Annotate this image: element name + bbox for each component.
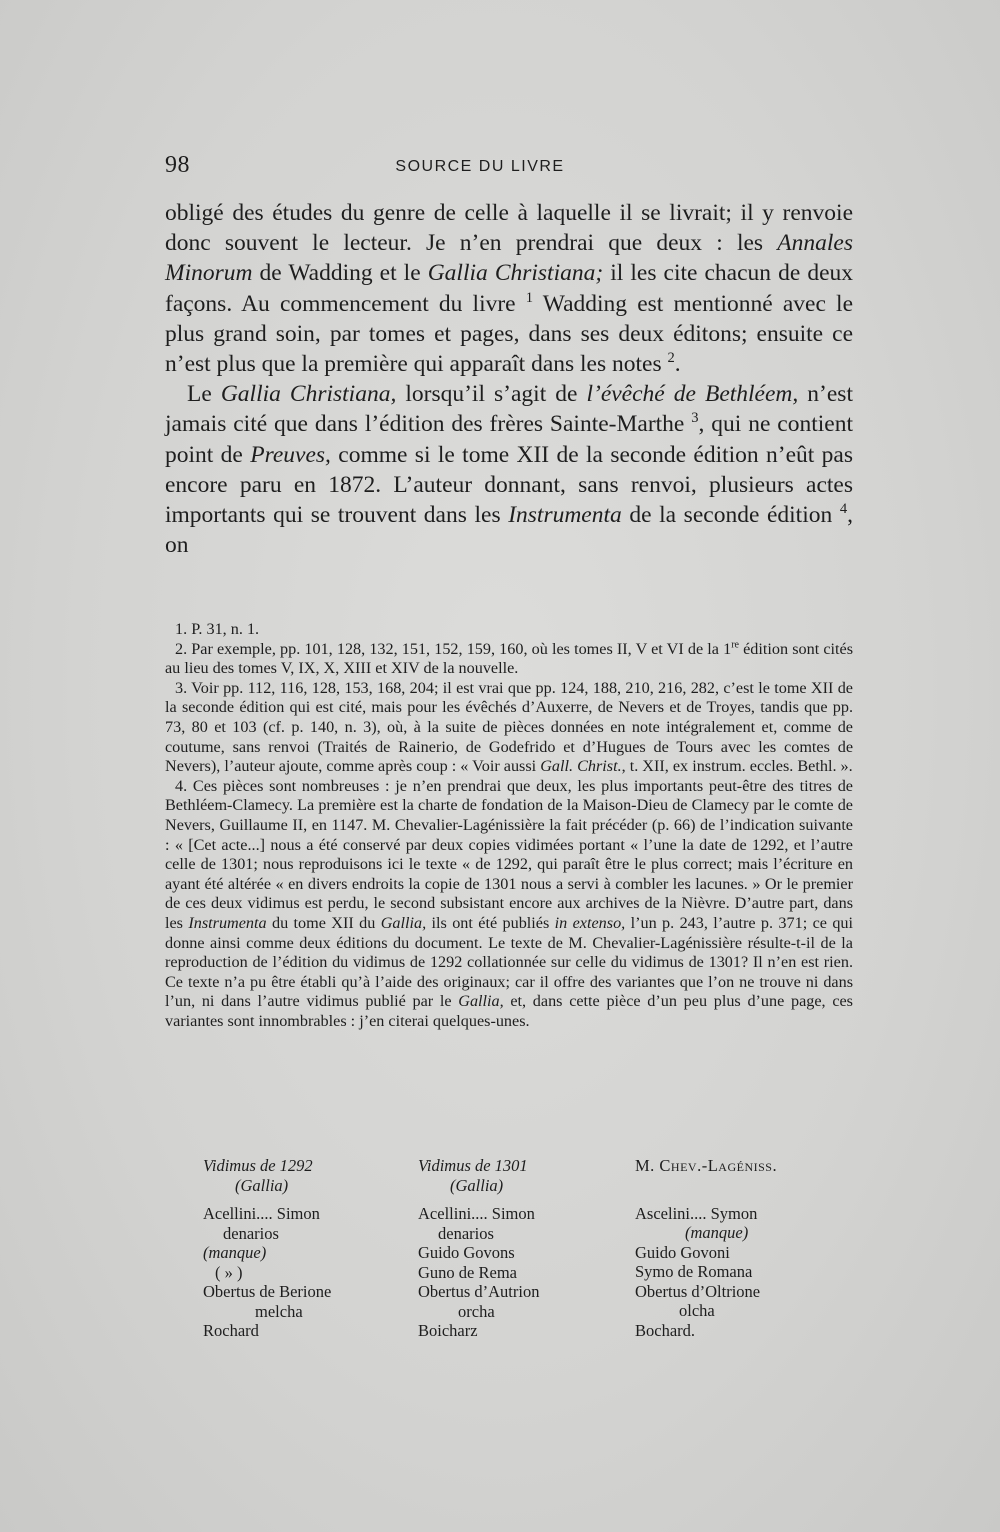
text-run: n’est jamais cité que dans l’édition des frères Sainte-Marthe: [165, 381, 853, 438]
italic-title: Gallia,: [380, 913, 427, 932]
variant-row: Symo de Romana: [635, 1262, 753, 1281]
italic-title: Gallia Christiana;: [427, 260, 604, 287]
paragraph-2: [165, 379, 853, 560]
paragraph-1: [165, 198, 853, 379]
running-title: SOURCE DU LIVRE: [395, 158, 565, 175]
text-run: il les cite chacun de deux façons. Au commencement du livre: [165, 260, 854, 317]
variant-row: denarios: [438, 1223, 494, 1243]
variant-row: ( » ): [215, 1262, 243, 1282]
variants-column-1301: [418, 1156, 608, 1341]
footnote-ref: 2: [667, 350, 675, 367]
variant-row: Obertus d’Oltrione: [635, 1281, 761, 1301]
variant-row: denarios: [223, 1223, 279, 1243]
variants-column-chevalier: [635, 1156, 845, 1340]
column-subheading: (Gallia): [450, 1175, 504, 1195]
text-run: et, dans cette pièce d’un peu plus d’une page, ces variantes sont innombrables : j’en citerai quelques-unes.: [165, 992, 853, 1030]
italic-title: Gall. Christ.: [540, 757, 622, 776]
variant-row: Ascelini.... Symon: [635, 1203, 758, 1223]
page-header: [165, 152, 855, 186]
footnote-1: 1. P. 31, n. 1.: [175, 620, 260, 638]
footnote-ref: 1: [525, 289, 534, 306]
column-subheading: (Gallia): [235, 1175, 289, 1195]
variant-row: Boicharz: [418, 1321, 478, 1340]
italic-title: l’évêché de Bethléem,: [586, 381, 799, 408]
variant-row: (manque): [203, 1243, 267, 1262]
text-run: 4. Ces pièces sont nombreuses : je n’en prendrai que deux, les plus importants peut-être des titres de Bethléem-Clamecy. La première est la charte de fondation de la Maison-Dieu de Clamecy par le comte de Nevers, Guillaume II, en 1147. M. Chevalier-Lagénissière la fait précéder (p. 66) de l’indication suivante : « [Cet acte...] nous a été conservé par deux copies vidimées portant « l’une la date de 1292, et l’autre celle de 1301; nous reproduisons ici le texte « de 1292, qui paraît être le plus correct; mais l’écriture en ayant été altérée « en divers endroits la copie de 1301 nous a servi à combler les lacunes. » Or le premier de ces deux vidimus est perdu, le second subsistant encore aux archives de la Nièvre. D’autre part, dans les: [165, 776, 853, 932]
variant-row: Guido Govoni: [635, 1242, 730, 1262]
text-run: , qui ne contient point de: [165, 411, 853, 468]
footnote-4: [165, 777, 853, 1032]
variant-row: melcha: [255, 1301, 303, 1321]
italic-title: Annales Minorum: [165, 230, 853, 287]
text-run: , t. XII, ex instrum. eccles. Bethl. ».: [621, 757, 853, 776]
variant-row: Acellini.... Simon: [418, 1204, 535, 1223]
variant-row: Guido Govons: [418, 1243, 515, 1262]
text-run: lorsqu’il s’agit de: [396, 381, 587, 408]
text-run: obligé des études du genre de celle à laquelle il se livrait; il y renvoie donc souvent le lecteur. Je n’en prendrai que deux : les: [165, 200, 853, 257]
text-run: Wadding est mentionné avec le plus grand soin, par tomes et pages, dans ses deux éditons; ensuite ce n’est plus que la première qui apparaît dans les notes: [165, 290, 854, 378]
text-run: ils ont été publiés: [426, 913, 555, 932]
text-run: du tome XII du: [266, 913, 381, 932]
italic-title: Instrumenta: [188, 913, 267, 932]
text-run: .: [674, 351, 681, 378]
text-run: édition sont cités au lieu des tomes V, IX, X, XIII et XIV de la nouvelle.: [165, 639, 854, 678]
ordinal-suffix: re: [731, 639, 739, 651]
text-run: 2. Par exemple, pp. 101, 128, 132, 151, 152, 159, 160, où les tomes II, V et VI de la 1: [175, 639, 732, 658]
variant-row: orcha: [458, 1301, 495, 1321]
column-heading: Vidimus de 1292: [203, 1156, 313, 1175]
variants-column-1292: [203, 1156, 393, 1341]
text-run: comme si le tome XII de la seconde édition n’eût pas encore paru en 1872. L’auteur donnant, sans renvoi, plusieurs actes importants qui se trouvent dans les: [165, 441, 853, 529]
variant-row: Guno de Rema: [418, 1262, 517, 1282]
page-number: 98: [165, 152, 190, 178]
footnote-3: [165, 679, 853, 777]
footnote-ref: 4: [839, 501, 848, 518]
main-text: [165, 198, 853, 560]
footnote-ref: 3: [691, 410, 699, 427]
text-run: de Wadding et le: [252, 260, 428, 287]
column-heading: Vidimus de 1301: [418, 1156, 528, 1175]
variant-row: Bochard.: [635, 1320, 696, 1340]
italic-title: Instrumenta: [508, 502, 622, 529]
text-run: , on: [165, 502, 853, 559]
variant-row: (manque): [685, 1223, 749, 1242]
variant-row: olcha: [679, 1301, 715, 1320]
text-run: l’un p. 243, l’autre p. 371; ce qui donne ainsi comme deux éditions du document. Le texte de M. Chevalier-Lagénissière résulte-t-il de la reproduction de l’édition du vidimus de 1292 collationnée sur celle du vidimus de 1301? Il n’en est rien. Ce texte n’a pu être établi qu’à l’aide des originaux; car il offre des variantes que l’on ne trouve ni dans l’un, ni dans l’autre vidimus publié par le: [165, 913, 854, 1011]
variant-row: Rochard: [203, 1321, 259, 1340]
footnote-2: [165, 640, 853, 679]
text-run: de la seconde édition: [621, 502, 840, 529]
text-run: 3. Voir pp. 112, 116, 128, 153, 168, 204; il est vrai que pp. 124, 188, 210, 216, 282, c’est le tome XII de la seconde édition qui est cité, mais pour les évêchés d’Auxerre, de Nevers et de Troyes, tandis que pp. 73, 80 et 103 (cf. p. 140, n. 3), où, à la suite de pièces données en note intégralement et, comme de coutume, sans renvoi (Traités de Rainerio, de Godefrido et d’Hugues de Tours avec les comtes de Nevers), l’auteur ajoute, comme après coup : « Voir aussi: [165, 678, 853, 776]
footnotes: [165, 620, 853, 1031]
italic-title: in extenso,: [554, 913, 626, 932]
italic-title: Gallia Christiana,: [220, 381, 397, 408]
italic-title: Preuves,: [250, 441, 331, 468]
text-run: Le: [187, 381, 221, 408]
variant-row: Acellini.... Simon: [203, 1204, 320, 1223]
column-heading: M. Chev.-Lagéniss.: [635, 1156, 778, 1175]
variant-row: Obertus de Berione: [203, 1282, 332, 1301]
variant-row: Obertus d’Autrion: [418, 1282, 540, 1301]
italic-title: Gallia,: [458, 992, 504, 1011]
